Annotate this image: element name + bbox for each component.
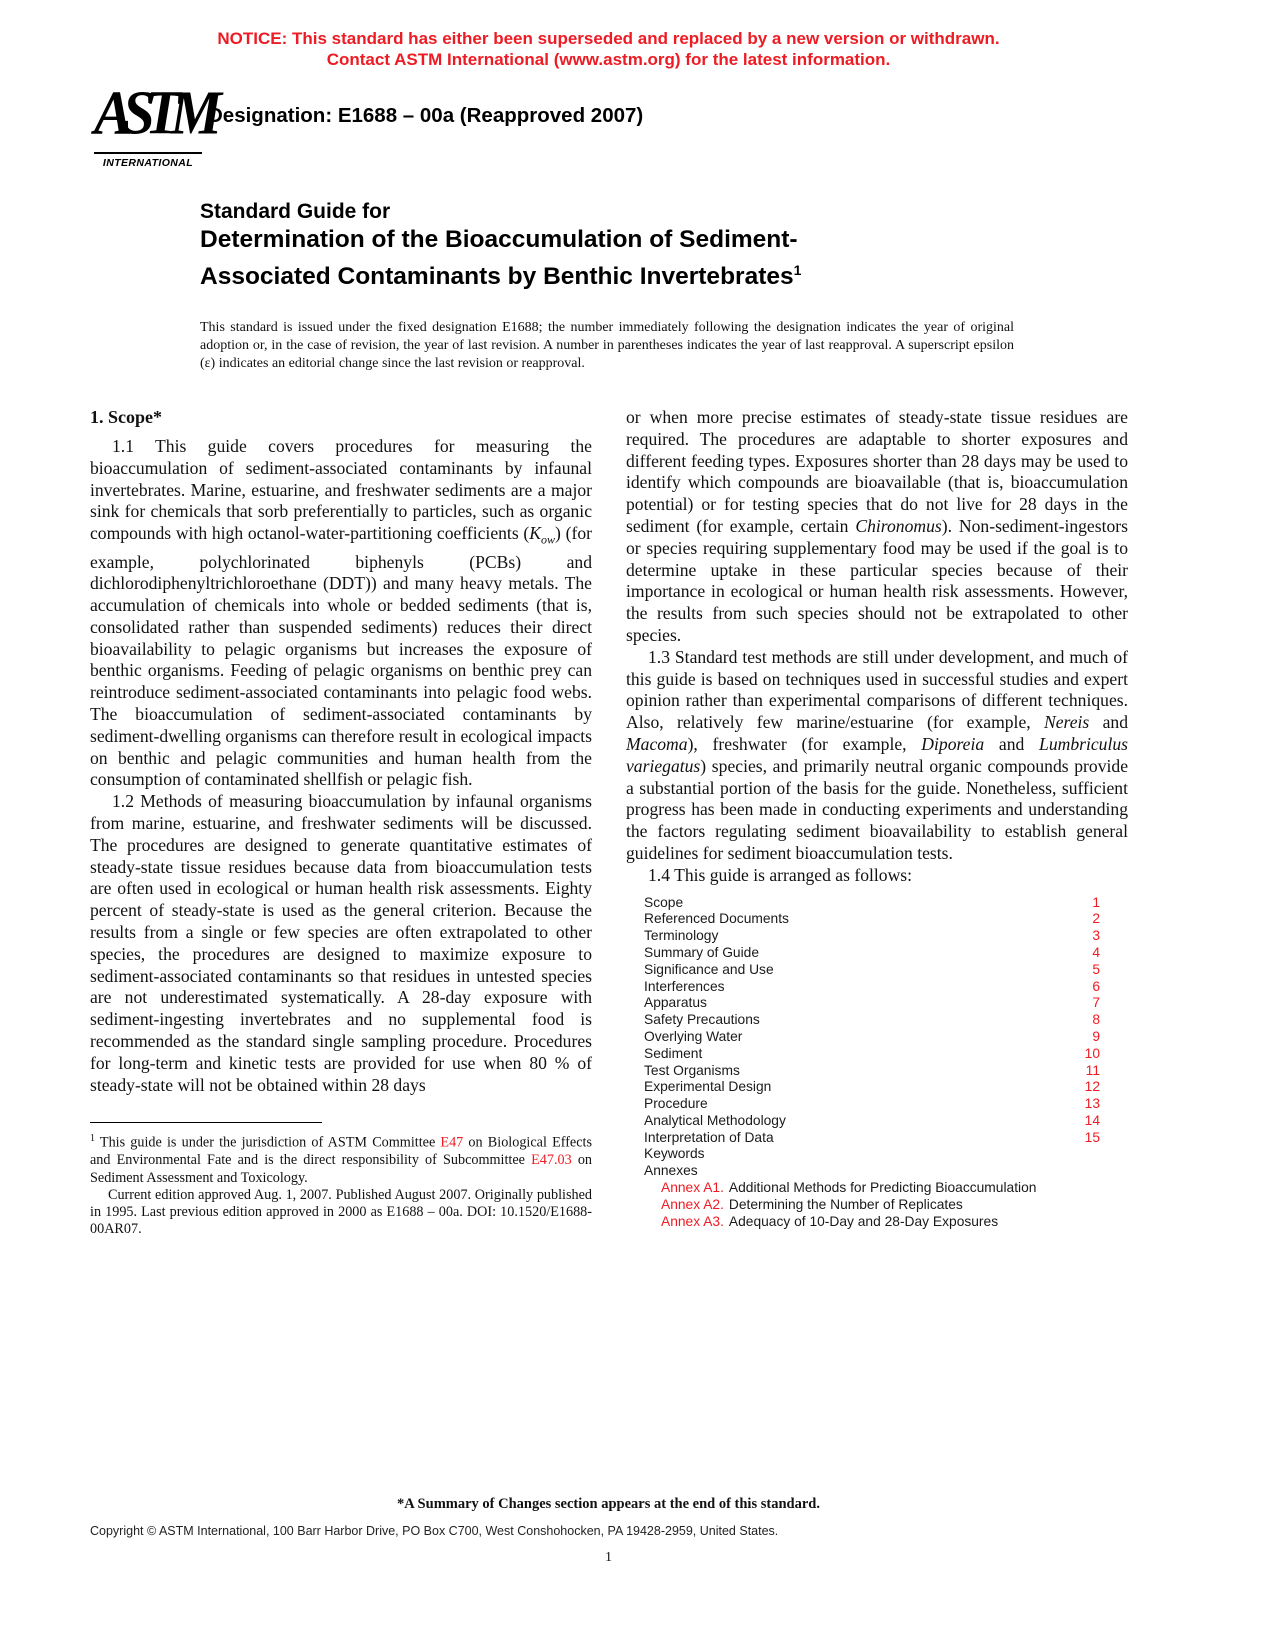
annex-a1-link[interactable]: Annex A1. (661, 1180, 724, 1196)
toc-row (644, 895, 1100, 912)
toc-section-number: 6 (1092, 978, 1100, 994)
table-of-contents (644, 895, 1100, 1231)
toc-keywords: Keywords (644, 1146, 705, 1162)
paragraph-1-2-continued: or when more precise estimates of steady-state tissue residues are required. The procedures are adaptable to shorter exposures and different feeding types. Exposures shorter than 28 days may be used to identify which compounds are bioavailable (that is, bioaccumulation potential) or for testing species that do not live for 28 days in the sediment (for example, certain Chironomus). Non-sediment-ingestors or species requiring supplementary food may be used if the goal is to determine uptake in these particular species because of their importance in ecological or human health risk assessments. However, the results from such species should not be extrapolated to other species. (626, 407, 1128, 645)
toc-row (644, 1079, 1100, 1096)
toc-row (644, 979, 1100, 996)
title-line-3: Associated Contaminants by Benthic Invertebrates$^1$ (200, 262, 802, 291)
notice-line-2: Contact ASTM International (www.astm.org) for the latest information. (326, 50, 891, 69)
toc-label: Interferences (644, 978, 725, 994)
toc-row (644, 1063, 1100, 1080)
annex-row (644, 1180, 1100, 1197)
subcommittee-e4703-link[interactable]: E47.03 (531, 1152, 572, 1169)
footnote-jurisdiction: $^1$ This guide is under the jurisdiction of ASTM Committee E47 on Biological Effects and Environmental Fate and is the direct responsibility of Subcommittee E47.03 on Sediment Assessment and Toxicology. (90, 1133, 593, 1186)
toc-label: Test Organisms (644, 1062, 740, 1078)
species-chironomus: Chironomus (855, 515, 942, 536)
footnote-rule (90, 1122, 322, 1123)
annex-row (644, 1214, 1100, 1231)
toc-section-number: 4 (1092, 944, 1100, 960)
issue-statement: This standard is issued under the fixed designation E1688; the number immediately following the designation indicates the year of original adoption or, in the case of revision, the year of last revision. A number in parentheses indicates the year of last reapproval. A superscript epsilon (ε) indicates an editorial change since the last revision or reapproval. (200, 320, 1014, 371)
toc-section-number: 12 (1084, 1079, 1100, 1095)
species-nereis: Nereis (1043, 712, 1090, 733)
copyright-line: Copyright © ASTM International, 100 Barr Harbor Drive, PO Box C700, West Conshohocken, PA 19428-2959, United States. (90, 1524, 779, 1538)
toc-label: Experimental Design (644, 1079, 772, 1095)
annex-a2-title: Determining the Number of Replicates (728, 1196, 963, 1212)
paragraph-1-4: 1.4 This guide is arranged as follows: (648, 864, 913, 885)
toc-label: Terminology (644, 928, 719, 944)
toc-label: Procedure (644, 1096, 708, 1112)
toc-label: Significance and Use (644, 961, 774, 977)
toc-label: Interpretation of Data (644, 1129, 774, 1145)
left-column (90, 407, 592, 1238)
toc-section-number: 5 (1092, 961, 1100, 977)
toc-section-number: 9 (1092, 1028, 1100, 1044)
footnote-marker: 1 (90, 1133, 95, 1145)
annex-row (644, 1197, 1100, 1214)
toc-section-number: 14 (1084, 1112, 1100, 1128)
title-footnote-ref: 1 (793, 262, 802, 278)
toc-label: Overlying Water (644, 1028, 743, 1044)
section-heading-scope: 1. Scope* (90, 407, 162, 427)
toc-section-number: 8 (1092, 1012, 1100, 1028)
designation-line: Designation: E1688 – 00a (Reapproved 2007) (208, 104, 644, 127)
paragraph-1-2: 1.2 Methods of measuring bioaccumulation by infaunal organisms from marine, estuarine, and freshwater sediments will be discussed. The procedures are designed to generate quantitative estimates of steady-state tissue residues because data from bioaccumulation tests are often used in ecological or human health risk assessments. Eighty percent of steady-state is used as the general criterion. Because the results from a single or few species are often extrapolated to other species, the procedures are designed to maximize exposure to sediment-associated contaminants so that residues in untested species are not underestimated systematically. A 28-day exposure with sediment-ingesting invertebrates and no supplemental food is recommended as the standard single sampling procedure. Procedures for long-term and kinetic tests are provided for use when 80 % of steady-state will not be obtained within 28 days (90, 791, 592, 1095)
toc-section-number: 11 (1085, 1062, 1100, 1078)
toc-label: Apparatus (644, 995, 707, 1011)
footnote-edition: Current edition approved Aug. 1, 2007. Published August 2007. Originally published in 1995. Last previous edition approved in 2000 as E1688 – 00a. DOI: 10.1520/E1688-00AR07. (90, 1186, 592, 1238)
astm-logo (94, 76, 212, 169)
annex-a3-title: Adequacy of 10-Day and 28-Day Exposures (728, 1213, 999, 1229)
toc-annexes: Annexes (644, 1163, 698, 1179)
right-column (626, 407, 1128, 1238)
toc-row (644, 1096, 1100, 1113)
toc-section-number: 10 (1084, 1045, 1100, 1061)
toc-label: Summary of Guide (644, 944, 760, 960)
annex-a2-link[interactable]: Annex A2. (661, 1196, 724, 1212)
toc-label: Analytical Methodology (644, 1112, 786, 1128)
toc-row (644, 1046, 1100, 1063)
toc-label: Scope (644, 894, 684, 910)
notice-line-1: NOTICE: This standard has either been superseded and replaced by a new version or withdrawn. (217, 29, 1000, 48)
paragraph-1-1: 1.1 This guide covers procedures for measuring the bioaccumulation of sediment-associated contaminants by infaunal invertebrates. Marine, estuarine, and freshwater sediments are a major sink for chemicals that sorb preferentially to particles, such as organic compounds with high octanol-water-partitioning coefficients $(K_{ow})$ (for example, polychlorinated biphenyls (PCBs) and dichlorodiphenyltrichloroethane (DDT)) and many heavy metals. The accumulation of chemicals into whole or bedded sediments (that is, consolidated rather than suspended sediments) reduces their direct bioavailability to pelagic organisms but increases the exposure of benthic organisms. Feeding of pelagic organisms on benthic prey can reintroduce sediment-associated contaminants into pelagic food webs. The bioaccumulation of sediment-associated contaminants by sediment-dwelling organisms can therefore result in ecological impacts on benthic and pelagic communities and human health from the consumption of contaminated shellfish or pelagic fish. (90, 436, 592, 790)
summary-of-changes-note: *A Summary of Changes section appears at the end of this standard. (397, 1496, 820, 1512)
title-block (200, 198, 801, 292)
species-macoma: Macoma (626, 733, 688, 754)
toc-section-number: 13 (1084, 1096, 1100, 1112)
toc-row (644, 1029, 1100, 1046)
title-line-2: Determination of the Bioaccumulation of Sediment- (200, 226, 798, 253)
page-number: 1 (605, 1550, 612, 1565)
toc-row (644, 962, 1100, 979)
annex-a3-link[interactable]: Annex A3. (661, 1213, 724, 1229)
body-columns (90, 407, 1128, 1238)
astm-logo-international: INTERNATIONAL (94, 152, 202, 169)
toc-row (644, 1012, 1100, 1029)
toc-row (644, 945, 1100, 962)
toc-section-number: 2 (1092, 911, 1100, 927)
toc-section-number: 1 (1092, 894, 1100, 910)
paragraph-1-3: 1.3 Standard test methods are still under development, and much of this guide is based on techniques used in successful studies and expert opinion rather than experimental comparisons of different techniques. Also, relatively few marine/estuarine (for example, Nereis and Macoma), freshwater (for example, Diporeia and Lumbriculus variegatus) species, and primarily neutral organic compounds provide a substantial portion of the basis for the guide. Nonetheless, sufficient progress has been made in conducting experiments and understanding the factors regulating sediment bioavailability to establish general guidelines for sediment bioaccumulation tests. (626, 646, 1128, 863)
toc-section-number: 15 (1084, 1129, 1100, 1145)
annex-a1-title: Additional Methods for Predicting Bioaccumulation (728, 1180, 1037, 1196)
kow-coefficient: $K_{ow}$ (529, 523, 556, 547)
astm-logo-letters: ASTM (94, 77, 212, 148)
toc-row (644, 911, 1100, 928)
committee-e47-link[interactable]: E47 (440, 1135, 464, 1152)
toc-row (644, 995, 1100, 1012)
toc-label: Sediment (644, 1045, 703, 1061)
species-lumbriculus: Lumbriculus variegatus (626, 733, 1128, 776)
toc-row (644, 928, 1100, 945)
toc-section-number: 7 (1092, 995, 1100, 1011)
toc-section-number: 3 (1092, 928, 1100, 944)
superseded-notice (90, 28, 1127, 70)
title-kicker: Standard Guide for (200, 200, 391, 223)
toc-row (644, 1113, 1100, 1130)
toc-label: Safety Precautions (644, 1012, 760, 1028)
toc-label: Referenced Documents (644, 911, 789, 927)
species-diporeia: Diporeia (921, 733, 985, 754)
footnote (90, 1096, 592, 1238)
toc-row (644, 1130, 1100, 1147)
